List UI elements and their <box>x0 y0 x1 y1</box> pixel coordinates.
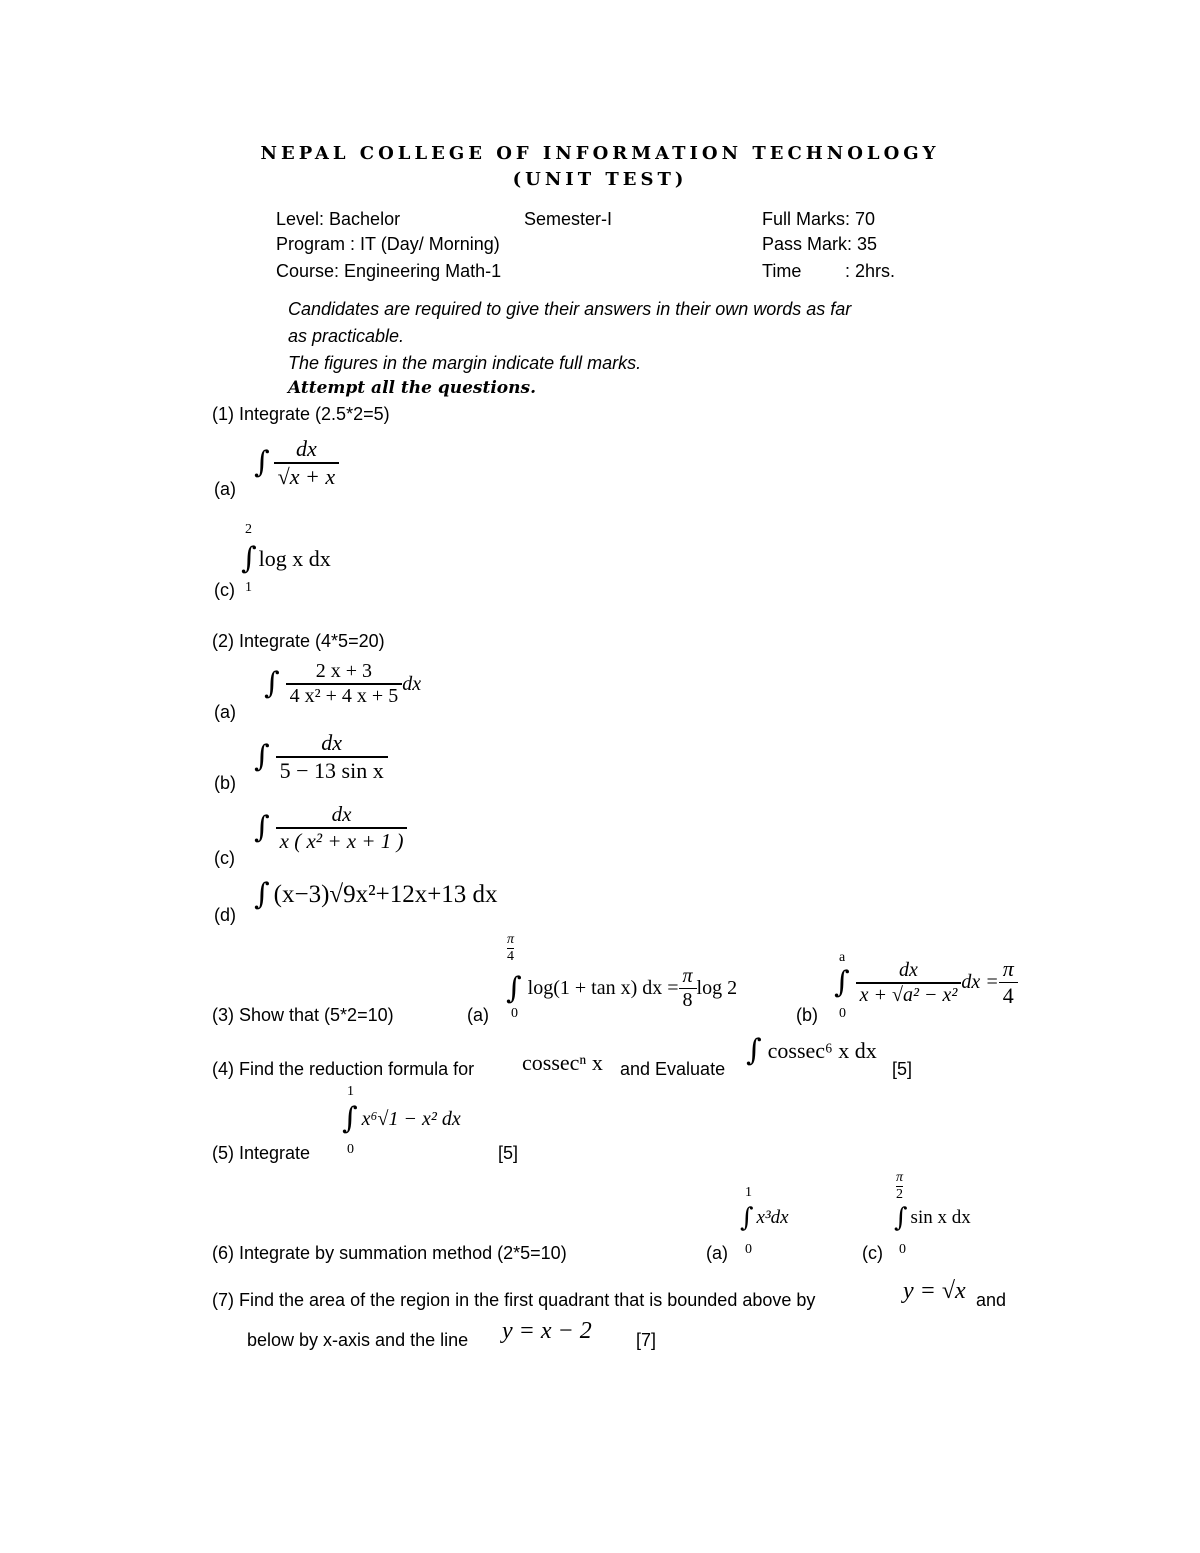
instruction-line-4: Attempt all the questions. <box>288 378 536 398</box>
q7-line-2: below by x-axis and the line <box>247 1330 469 1350</box>
q3-a-body: log(1 + tan x) dx = <box>527 977 679 999</box>
q6-c-body: sin x dx <box>910 1207 971 1228</box>
q4-expr-2 <box>746 1033 877 1068</box>
q3-b-rhs-den: 4 <box>999 982 1018 1009</box>
full-marks: Full Marks: 70 <box>762 209 876 229</box>
q3-b-expr <box>834 956 1018 1009</box>
integral-sign: ∫ <box>254 877 270 912</box>
q1-c-body: log x dx <box>258 546 331 571</box>
q1-label: (1) Integrate (2.5*2=5) <box>212 404 390 424</box>
q4-expr-2-body: cossec⁶ x dx <box>767 1038 877 1063</box>
q5-upper-limit: 1 <box>347 1084 354 1099</box>
q4-label: (4) Find the reduction formula for <box>212 1059 475 1079</box>
q3-a-upper-den: 4 <box>507 949 514 964</box>
q3-label: (3) Show that (5*2=10) <box>212 1005 394 1025</box>
q5-label: (5) Integrate <box>212 1143 311 1163</box>
q7-and: and <box>976 1290 1007 1310</box>
q7-line-1: (7) Find the area of the region in the first quadrant that is bounded above by <box>212 1290 816 1310</box>
q3-a-lower-limit: 0 <box>511 1006 518 1021</box>
q2-b-numerator: dx <box>321 730 343 755</box>
q2-label: (2) Integrate (4*5=20) <box>212 631 385 651</box>
q6-a-body: x³dx <box>756 1207 789 1228</box>
instruction-line-1: Candidates are required to give their answers in their own words as far <box>288 299 852 319</box>
q4-marks: [5] <box>892 1059 913 1079</box>
q1-c-upper-limit: 2 <box>245 522 252 537</box>
integral-sign: ∫ <box>254 810 270 845</box>
q2-a-dx: dx <box>402 672 422 695</box>
q6-a-lower-limit: 0 <box>745 1242 752 1257</box>
q2-c-label: (c) <box>214 848 235 868</box>
q2-a-numerator: 2 x + 3 <box>315 660 373 682</box>
q6-a-upper-limit: 1 <box>745 1185 752 1200</box>
college-title: NEPAL COLLEGE OF INFORMATION TECHNOLOGY <box>260 143 940 164</box>
integral-sign: ∫ <box>342 1101 358 1136</box>
integral-sign: ∫ <box>241 541 257 576</box>
q4-mid-text: and Evaluate <box>620 1059 726 1079</box>
q3-b-lower-limit: 0 <box>839 1006 846 1021</box>
q2-c-numerator: dx <box>331 802 352 826</box>
q3-a-upper-num: π <box>507 932 515 947</box>
q3-a-upper-limit <box>507 932 514 964</box>
q3-a-rhs-tail: log 2 <box>696 977 738 999</box>
q6-label: (6) Integrate by summation method (2*5=10) <box>212 1243 567 1263</box>
semester: Semester-I <box>524 209 613 229</box>
q3-a-label: (a) <box>467 1005 489 1025</box>
q3-b-label: (b) <box>796 1005 818 1025</box>
q1-c-label: (c) <box>214 580 235 600</box>
q3-a-expr <box>506 965 737 1012</box>
integral-sign: ∫ <box>894 1203 908 1233</box>
time-label: Time <box>762 261 802 281</box>
q1-a-expr <box>254 436 339 490</box>
q1-a-denominator: √x + x <box>274 462 339 490</box>
level: Level: Bachelor <box>276 209 401 229</box>
integral-sign: ∫ <box>254 445 270 480</box>
integral-sign: ∫ <box>506 970 522 1006</box>
q3-b-rhs-num: π <box>1002 956 1014 981</box>
q6-c-upper-num: π <box>896 1170 904 1185</box>
instruction-line-2: as practicable. <box>288 326 405 346</box>
q3-b-upper-limit: a <box>839 950 846 965</box>
program: Program : IT (Day/ Morning) <box>276 234 500 254</box>
q2-d-label: (d) <box>214 905 236 925</box>
integral-sign: ∫ <box>264 666 280 701</box>
q2-a-label: (a) <box>214 702 236 722</box>
course: Course: Engineering Math-1 <box>276 261 502 281</box>
q4-expr-1: cossecⁿ x <box>522 1050 603 1075</box>
q7-expr-1: y = √x <box>903 1278 966 1304</box>
q1-a-numerator: dx <box>295 436 317 461</box>
q7-marks: [7] <box>636 1330 657 1350</box>
q5-marks: [5] <box>498 1143 519 1163</box>
q7-expr-2: y = x − 2 <box>502 1318 592 1344</box>
q3-a-rhs-den: 8 <box>679 988 697 1012</box>
q2-c-denominator: x ( x² + x + 1 ) <box>276 827 408 854</box>
q3-a-rhs-num: π <box>682 965 693 987</box>
q6-c-label: (c) <box>862 1243 883 1263</box>
instruction-line-3: The figures in the margin indicate full marks. <box>288 353 642 373</box>
q6-c-upper-limit <box>896 1170 903 1202</box>
q5-body: x⁶√1 − x² dx <box>361 1107 461 1130</box>
q2-a-denominator: 4 x² + 4 x + 5 <box>286 683 403 708</box>
q1-c-expr <box>241 541 331 576</box>
time-value: : 2hrs. <box>845 261 896 281</box>
q2-a-expr <box>264 660 421 708</box>
integral-sign: ∫ <box>254 739 270 774</box>
q2-c-expr <box>254 802 407 854</box>
q2-d-expr <box>254 877 498 912</box>
q6-c-lower-limit: 0 <box>899 1242 906 1257</box>
q6-c-upper-den: 2 <box>896 1187 903 1202</box>
integral-sign: ∫ <box>740 1203 754 1233</box>
q3-b-numerator: dx <box>899 958 918 981</box>
q1-c-lower-limit: 1 <box>245 580 252 595</box>
test-title: (UNIT TEST) <box>512 169 688 190</box>
q3-b-mid: dx = <box>961 971 999 993</box>
q5-lower-limit: 0 <box>347 1142 354 1157</box>
q3-b-denominator: x + √a² − x² <box>856 982 962 1007</box>
q2-b-label: (b) <box>214 773 236 793</box>
q2-b-denominator: 5 − 13 sin x <box>276 756 388 784</box>
pass-mark: Pass Mark: 35 <box>762 234 878 254</box>
q2-b-expr <box>254 730 388 784</box>
q6-a-expr <box>740 1205 789 1231</box>
q2-d-body: (x−3)√9x²+12x+13 dx <box>273 881 498 908</box>
q6-a-label: (a) <box>706 1243 728 1263</box>
q5-expr <box>342 1101 461 1136</box>
q6-c-expr <box>894 1205 971 1231</box>
q1-a-label: (a) <box>214 479 236 499</box>
integral-sign: ∫ <box>746 1033 762 1068</box>
integral-sign: ∫ <box>834 964 850 1000</box>
